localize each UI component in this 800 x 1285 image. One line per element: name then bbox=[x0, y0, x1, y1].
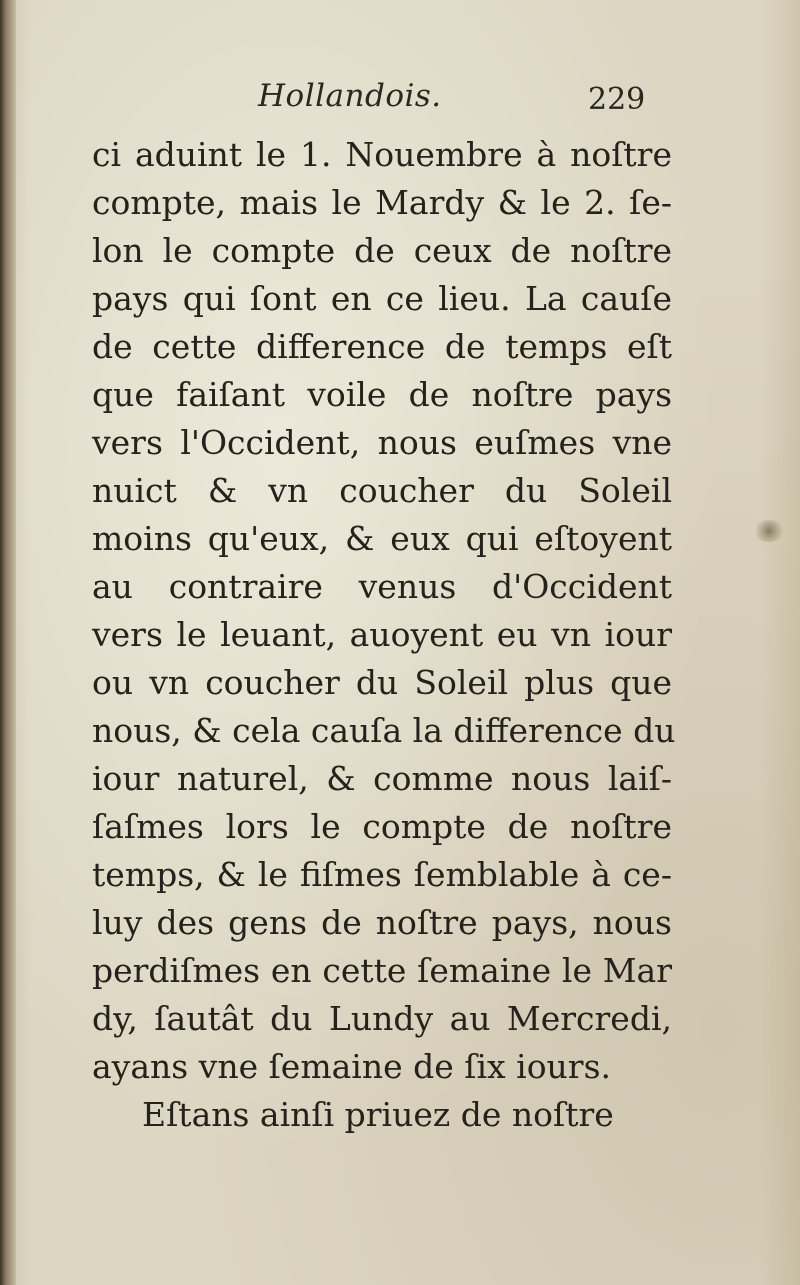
binding-gutter bbox=[0, 0, 16, 1285]
running-head: Hollandois. bbox=[258, 78, 442, 114]
text-line: de cette difference de temps eſt bbox=[92, 327, 672, 366]
text-line: temps, & le fiſmes ſemblable à ce- bbox=[92, 855, 672, 894]
text-line: ou vn coucher du Soleil plus que bbox=[92, 663, 672, 702]
text-line: dy, ſautât du Lundy au Mercredi, bbox=[92, 999, 672, 1038]
text-line: pays qui ſont en ce lieu. La cauſe bbox=[92, 279, 672, 318]
paragraph-start-line: Eſtans ainſi priuez de noſtre bbox=[142, 1095, 614, 1134]
text-line: luy des gens de noſtre pays, nous bbox=[92, 903, 672, 942]
text-line: iour naturel, & comme nous laiſ- bbox=[92, 759, 672, 798]
page-number: 229 bbox=[588, 82, 646, 117]
text-line: nuict & vn coucher du Soleil bbox=[92, 471, 672, 510]
page-header bbox=[0, 78, 800, 128]
text-line: vers l'Occident, nous euſmes vne bbox=[92, 423, 672, 462]
body-text bbox=[92, 131, 676, 1139]
text-line: au contraire venus d'Occident bbox=[92, 567, 672, 606]
text-line: perdiſmes en cette ſemaine le Mar bbox=[92, 951, 672, 990]
text-line: compte, mais le Mardy & le 2. ſe- bbox=[92, 183, 672, 222]
text-line: nous, & cela cauſa la difference du bbox=[92, 711, 676, 750]
text-line: ayans vne ſemaine de ſix iours. bbox=[92, 1047, 612, 1086]
text-line: que faiſant voile de noſtre pays bbox=[92, 375, 672, 414]
text-line: vers le leuant, auoyent eu vn iour bbox=[92, 615, 672, 654]
text-line: ſaſmes lors le compte de noſtre bbox=[92, 807, 672, 846]
text-line: moins qu'eux, & eux qui eſtoyent bbox=[92, 519, 672, 558]
ink-stain bbox=[752, 520, 786, 542]
text-line: ci aduint le 1. Nouembre à noſtre bbox=[92, 135, 672, 174]
text-line: lon le compte de ceux de noſtre bbox=[92, 231, 672, 270]
